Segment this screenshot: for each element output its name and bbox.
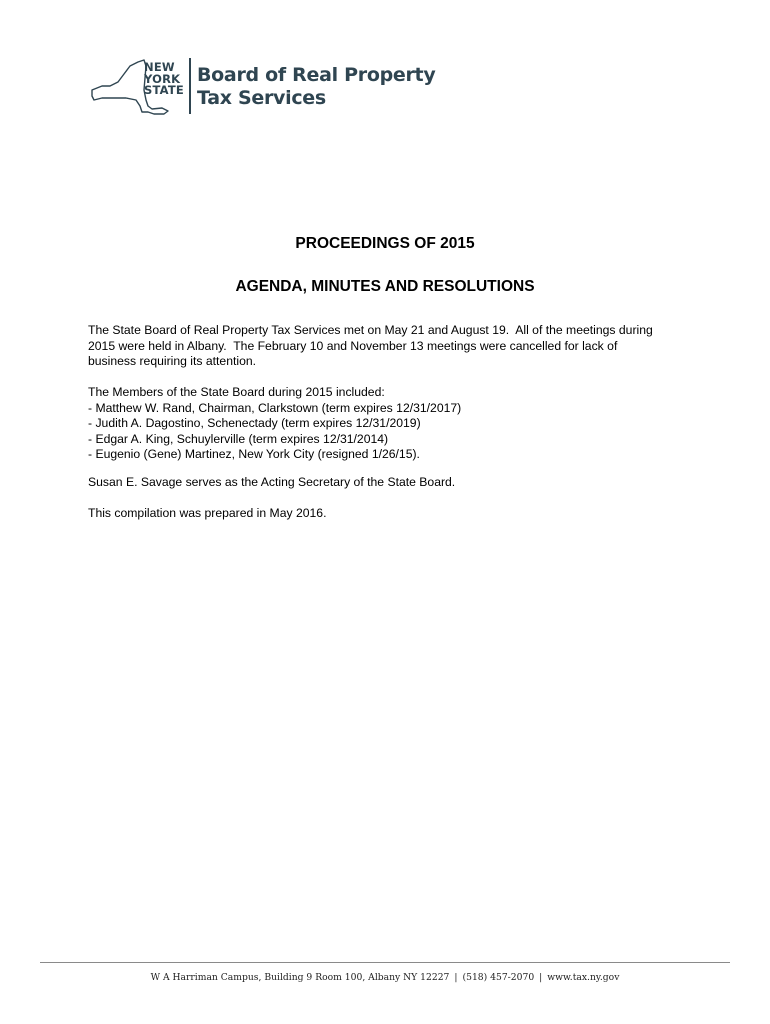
document-subtitle: AGENDA, MINUTES AND RESOLUTIONS xyxy=(235,278,535,295)
footer-address: W A Harriman Campus, Building 9 Room 100, Albany NY 12227 xyxy=(150,972,450,983)
text-line: business requiring its attention. xyxy=(88,354,257,368)
compilation-note: This compilation was prepared in May 2016. xyxy=(88,506,327,520)
members-heading: The Members of the State Board during 2015 included: xyxy=(88,385,385,399)
wordmark-line: NEW xyxy=(144,60,175,74)
agency-name-line: Board of Real Property xyxy=(197,64,436,86)
secretary-note: Susan E. Savage serves as the Acting Secretary of the State Board. xyxy=(88,475,456,489)
footer-separator: | xyxy=(539,972,543,983)
wordmark-line: YORK xyxy=(144,71,181,86)
document-title: PROCEEDINGS OF 2015 xyxy=(295,235,475,252)
footer xyxy=(0,972,770,983)
member-item: - Judith A. Dagostino, Schenectady (term expires 12/31/2019) xyxy=(88,416,421,430)
footer-divider xyxy=(40,962,730,963)
intro-paragraph xyxy=(88,323,698,370)
footer-phone: (518) 457-2070 xyxy=(462,972,535,983)
letterhead-divider xyxy=(189,58,191,114)
agency-name xyxy=(197,64,435,110)
wordmark-line: STATE xyxy=(144,83,184,97)
letterhead xyxy=(88,56,436,118)
member-item: - Edgar A. King, Schuylerville (term expires 12/31/2014) xyxy=(88,431,389,446)
members-section xyxy=(88,385,698,463)
agency-name-line: Tax Services xyxy=(197,87,326,109)
text-line: The State Board of Real Property Tax Services met on May 21 and August 19. All of the meetings during xyxy=(88,323,653,337)
member-item: - Eugenio (Gene) Martinez, New York City (resigned 1/26/15). xyxy=(88,447,420,461)
member-item: - Matthew W. Rand, Chairman, Clarkstown (term expires 12/31/2017) xyxy=(88,400,462,415)
footer-separator: | xyxy=(454,972,458,983)
text-line: 2015 were held in Albany. The February 10 and November 13 meetings were cancelled for lack of xyxy=(88,338,618,353)
new-york-state-wordmark xyxy=(144,62,184,97)
footer-website: www.tax.ny.gov xyxy=(547,972,620,983)
